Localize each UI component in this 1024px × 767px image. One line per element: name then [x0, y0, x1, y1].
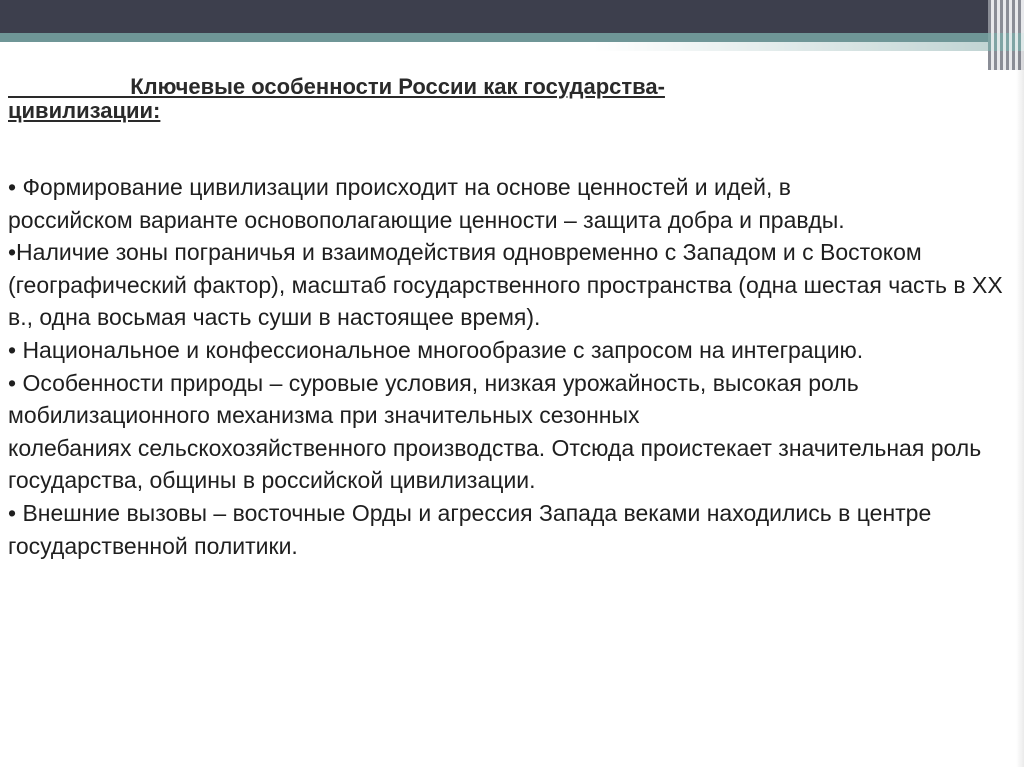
- slide-body: [8, 171, 1012, 562]
- slide-title-line-2: цивилизации:: [8, 98, 161, 123]
- header-bar-teal: [0, 33, 1024, 42]
- bullet-values-line-1: • Формирование цивилизации происходит на основе ценностей и идей, в: [8, 174, 791, 200]
- bullet-nature-line-1: • Особенности природы – суровые условия, низкая урожайность, высокая роль мобилизационного механизма при значительных сезонных: [8, 369, 859, 429]
- bullet-values-line-2: российском варианте основополагающие ценности – защита добра и правды.: [8, 206, 845, 233]
- slide-content: [8, 75, 1012, 562]
- bullet-diversity: • Национальное и конфессиональное многообразие с запросом на интеграцию.: [8, 336, 864, 363]
- corner-decoration-teal: [988, 33, 1024, 51]
- header-bar-light: [0, 42, 1024, 51]
- slide-edge-shadow: [1016, 51, 1024, 767]
- slide-title: [8, 75, 1012, 123]
- header-bar-dark: [0, 0, 1024, 33]
- bullet-external-challenges: • Внешние вызовы – восточные Орды и агрессия Запада веками находились в центре государственной политики.: [8, 499, 932, 559]
- bullet-nature-line-2: колебаниях сельскохозяйственного производства. Отсюда проистекает значительная роль государства, общины в российской цивилизации.: [8, 434, 982, 494]
- bullet-borderland: •Наличие зоны пограничья и взаимодействия одновременно с Западом и с Востоком (географический фактор), масштаб государственного пространства (одна шестая часть в XX в., одна восьмая часть суши в настоящее время).: [8, 239, 1003, 331]
- slide-title-line-1: Ключевые особенности России как государства-: [8, 74, 665, 99]
